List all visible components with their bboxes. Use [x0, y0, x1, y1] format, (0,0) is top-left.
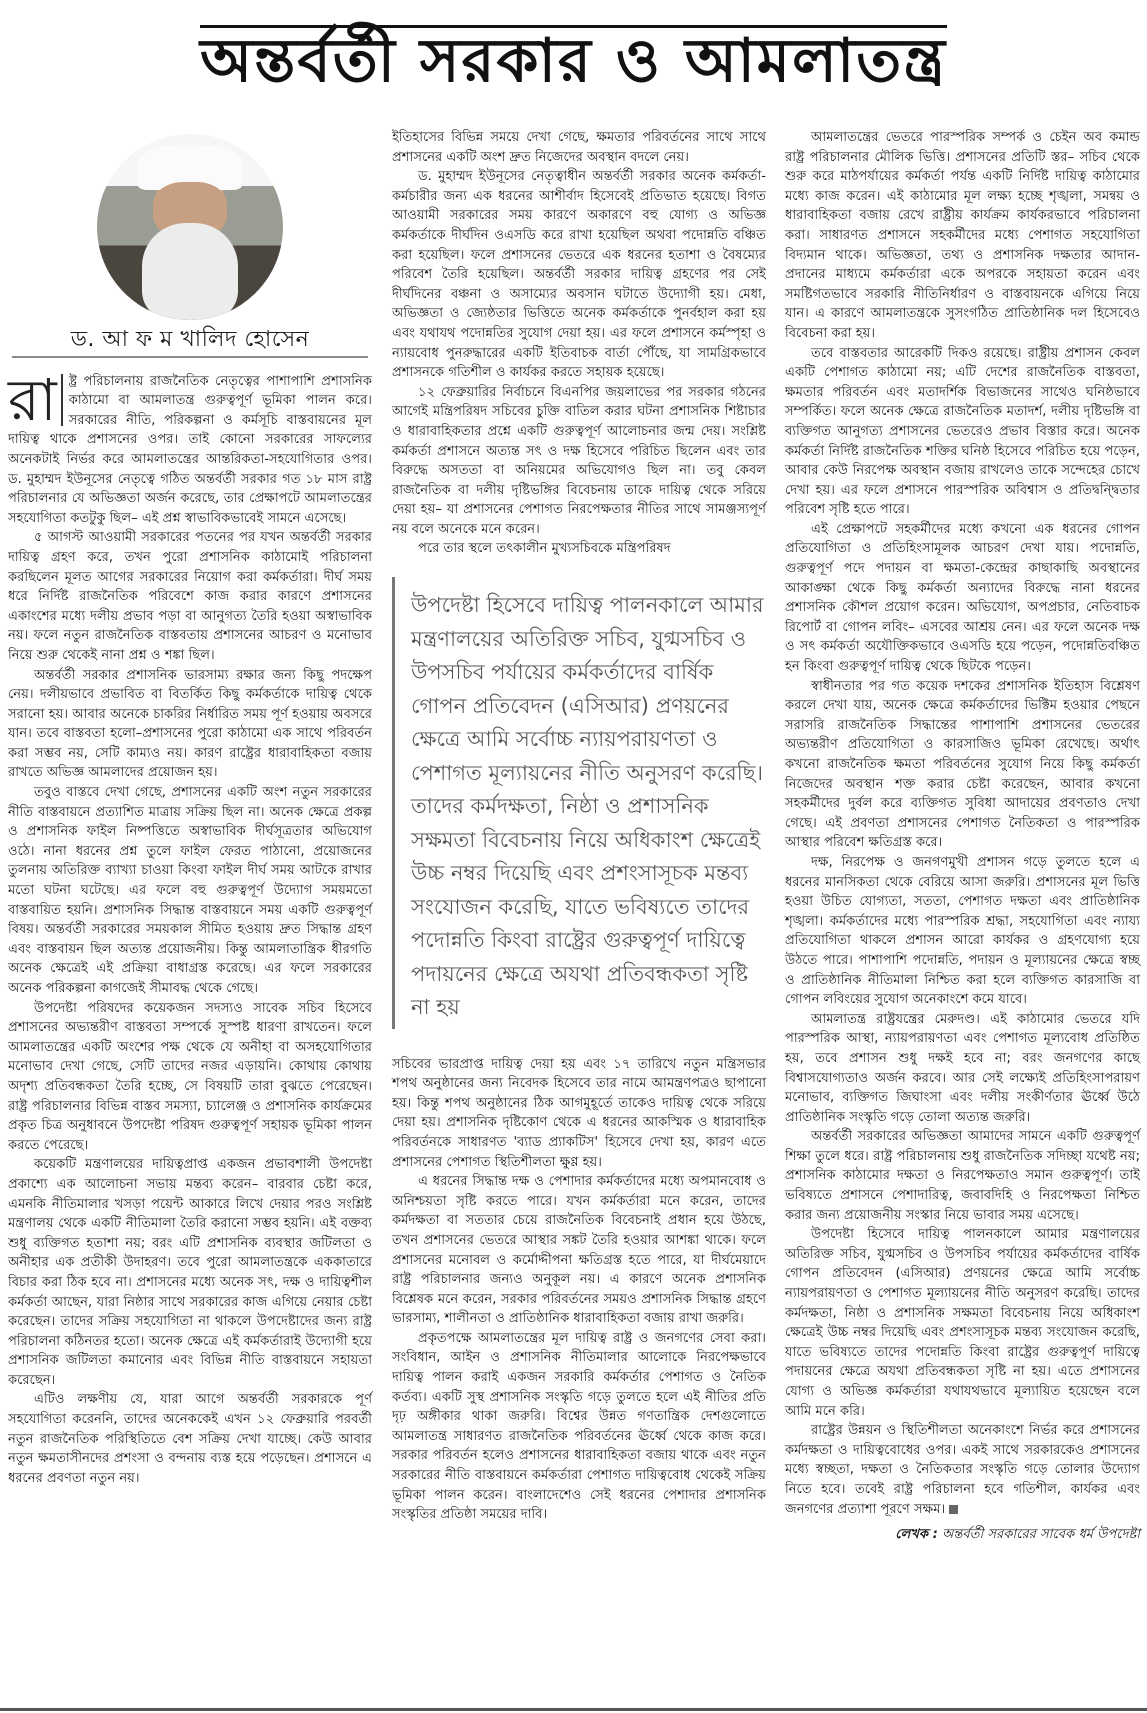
bottom-rule — [0, 1708, 1147, 1711]
paragraph: তবে বাস্তবতার আরেকটি দিকও রয়েছে। রাষ্ট্রীয় প্রশাসন কেবল একটি পেশাগত কাঠামো নয়; এটি দেশের রাজনৈতিক বাস্তবতা, ক্ষমতার পরিবর্তন এবং মতাদর্শিক বিভাজনের সাথেও ঘনিষ্ঠভাবে সম্পর্কিত। ফলে অনেক ক্ষেত্রে রাজনৈতিক মতাদর্শ, দলীয় দৃষ্টিভঙ্গি বা ব্যক্তিগত আনুগত্য প্রশাসনের ভেতরেও প্রভাব বিস্তার করে। অনেক কর্মকর্তা নির্দিষ্ট রাজনৈতিক শক্তির ঘনিষ্ঠ হিসেবে পরিচিত হয়ে পড়েন, আবার কেউ নিরপেক্ষ অবস্থান বজায় রাখলেও তাকে সন্দেহের চোখে দেখা হয়। এর ফলে প্রশাসনে পারস্পরিক অবিশ্বাস ও প্রতিদ্বন্দ্বিতার পরিবেশ সৃষ্টি হতে পারে। — [785, 345, 1140, 518]
paragraph: অন্তর্বর্তী সরকারের অভিজ্ঞতা আমাদের সামনে একটি গুরুত্বপূর্ণ শিক্ষা তুলে ধরে। রাষ্ট্র পরিচালনায় শুধু রাজনৈতিক সদিচ্ছা যথেষ্ট নয়; প্রশাসনিক কাঠামোর দক্ষতা ও নিরপেক্ষতাও সমান গুরুত্বপূর্ণ। তাই ভবিষ্যতে প্রশাসনে পেশাদারিত্ব, জবাবদিহি ও নিরপেক্ষতা নিশ্চিত করার জন্য প্রয়োজনীয় সংস্কার নিয়ে ভাবার সময় এসেছে। — [785, 1129, 1140, 1223]
paragraph: দক্ষ, নিরপেক্ষ ও জনগণমুখী প্রশাসন গড়ে তুলতে হলে এ ধরনের মানসিকতা থেকে বেরিয়ে আসা জরুরি। প্রশাসনের মূল ভিত্তি হওয়া উচিত যোগ্যতা, সততা, পেশাগত দক্ষতা এবং প্রাতিষ্ঠানিক শৃঙ্খলা। কর্মকর্তাদের মধ্যে পারস্পরিক শ্রদ্ধা, সহযোগিতা এবং ন্যায্য প্রতিযোগিতা থাকলে প্রশাসন আরো কার্যকর ও গ্রহণযোগ্য হয়ে উঠতে পারে। পাশাপাশি পদোন্নতি, পদায়ন ও মূল্যায়নের ক্ষেত্রে স্বচ্ছ ও প্রাতিষ্ঠানিক নীতিমালা নিশ্চিত করা হলে ব্যক্তিগত কারসাজি বা গোপন লবিংয়ের সুযোগ অনেকাংশে কমে যাবে। — [785, 854, 1140, 1008]
paragraph: ষ্ট্র পরিচালনায় রাজনৈতিক নেতৃত্বের পাশাপাশি প্রশাসনিক কাঠামো বা আমলাতন্ত্র গুরুত্বপূর্ণ ভূমিকা পালন করে। সরকারের নীতি, পরিকল্পনা ও কর্মসূচি বাস্তবায়নের মূল দায়িত্ব থাকে প্রশাসনের ওপর। তাই কোনো সরকারের সাফল্যের অনেকটাই নির্ভর করে আমলাতন্ত্রের আন্তরিকতা-সহযোগিতার ওপর। ড. মুহাম্মদ ইউনূসের নেতৃত্বে গঠিত অন্তর্বর্তী সরকার গত ১৮ মাস রাষ্ট্র পরিচালনার যে অভিজ্ঞতা অর্জন করেছে, তার প্রেক্ষাপটে আমলাতন্ত্রের সহযোগিতা কতটুকু ছিল– এই প্রশ্ন স্বাভাবিকভাবেই সামনে এসেছে। — [8, 373, 372, 526]
paragraph: ১২ ফেব্রুয়ারির নির্বাচনে বিএনপির জয়লাভের পর সরকার গঠনের আগেই মন্ত্রিপরিষদ সচিবের চুক্তি বাতিল করার ঘটনা প্রশাসনিক শিষ্টাচার ও ধারাবাহিকতার প্রশ্নে একটি গুরুত্বপূর্ণ আলোচনার জন্ম দেয়। সংশ্লিষ্ট কর্মকর্তা প্রশাসনে অত্যন্ত সৎ ও দক্ষ হিসেবে পরিচিত ছিলেন এবং তার বিরুদ্ধে অসততা বা অনিয়মের অভিযোগও ছিল না। তবু কেবল রাজনৈতিক বা দলীয় দৃষ্টিভঙ্গির বিবেচনায় তাকে দায়িত্ব থেকে সরিয়ে দেয়া হয়– যা প্রশাসনের পেশাগত নিরপেক্ষতার নীতির সাথে সামঞ্জস্যপূর্ণ নয় বলে অনেকে মনে করেন। — [392, 384, 766, 537]
byline-divider — [12, 356, 368, 358]
paragraph: তবুও বাস্তবে দেখা গেছে, প্রশাসনের একটি অংশ নতুন সরকারের নীতি বাস্তবায়নে প্রত্যাশিত মাত্রায় সক্রিয় ছিল না। অনেক ক্ষেত্রে প্রকল্প ও প্রশাসনিক ফাইল নিষ্পত্তিতে অস্বাভাবিক দীর্ঘসূত্রতার অভিযোগ ওঠে। নানা ধরনের প্রশ্ন তুলে ফাইল ফেরত পাঠানো, প্রয়োজনের তুলনায় অতিরিক্ত ব্যাখ্যা চাওয়া কিংবা ফাইল দীর্ঘ সময় আটকে রাখার মতো ঘটনা ঘটেছে। এর ফলে বহু গুরুত্বপূর্ণ উদ্যোগ সময়মতো বাস্তবায়িত হয়নি। প্রশাসনিক সিদ্ধান্ত বাস্তবায়নে সময় একটি গুরুত্বপূর্ণ বিষয়। অন্তর্বর্তী সরকারের সময়কাল সীমিত হওয়ায় দ্রুত সিদ্ধান্ত গ্রহণ এবং বাস্তবায়ন ছিল অত্যন্ত প্রয়োজনীয়। কিন্তু আমলাতান্ত্রিক ধীরগতি অনেক ক্ষেত্রেই এই প্রক্রিয়া বাধাগ্রস্ত করেছে। এর ফলে সরকারের অনেক পরিকল্পনা কাগজেই সীমাবদ্ধ থেকে গেছে। — [8, 785, 372, 996]
end-mark-icon — [949, 1505, 958, 1514]
author-note — [785, 1525, 1140, 1545]
pull-quote — [392, 577, 766, 1029]
paragraph: উপদেষ্টা হিসেবে দায়িত্ব পালনকালে আমার মন্ত্রণালয়ের অতিরিক্ত সচিব, যুগ্মসচিব ও উপসচিব পর্যায়ের কর্মকর্তাদের বার্ষিক গোপন প্রতিবেদন (এসিআর) প্রণয়নের ক্ষেত্রে আমি সর্বোচ্চ ন্যায়পরায়ণতা ও পেশাগত মূল্যায়নের নীতি অনুসরণ করেছি। তাদের কর্মদক্ষতা, নিষ্ঠা ও প্রশাসনিক সক্ষমতা বিবেচনায় নিয়ে অধিকাংশ ক্ষেত্রেই উচ্চ নম্বর দিয়েছি এবং প্রশংসাসূচক মন্তব্য সংযোজন করেছি, যাতে ভবিষ্যতে তাদের পদোন্নতি কিংবা রাষ্ট্রের গুরুত্বপূর্ণ দায়িত্বে পদায়নের ক্ষেত্রে অযথা প্রতিবন্ধকতা সৃষ্টি না হয়। এতে প্রশাসনের যোগ্য ও অভিজ্ঞ কর্মকর্তারা যথাযথভাবে মূল্যায়িত হয়েছেন বলে আমি মনে করি। — [785, 1227, 1140, 1419]
paragraph: সচিবের ভারপ্রাপ্ত দায়িত্ব দেয়া হয় এবং ১৭ তারিখে নতুন মন্ত্রিসভার শপথ অনুষ্ঠানের জন্য নিবেদক হিসেবে তার নামে আমন্ত্রণপত্রও ছাপানো হয়। কিন্তু শপথ অনুষ্ঠানের ঠিক আগমুহূর্তে তাকেও দায়িত্ব থেকে সরিয়ে দেয়া হয়। প্রশাসনিক দৃষ্টিকোণ থেকে এ ধরনের আকস্মিক ও ধারাবাহিক পরিবর্তনকে সাধারণত 'ব্যাড প্র্যাকটিস' হিসেবে দেখা হয়, কারণ এতে প্রশাসনের পেশাগত স্থিতিশীলতা ক্ষুণ্ণ হয়। — [392, 1056, 766, 1170]
paragraph: পরে তার স্থলে তৎকালীন মুখ্যসচিবকে মন্ত্রিপরিষদ — [418, 541, 671, 557]
paragraph: আমলাতন্ত্র রাষ্ট্রযন্ত্রের মেরুদণ্ড। এই কাঠামোর ভেতরে যদি পারস্পরিক আস্থা, ন্যায়পরায়ণতা এবং পেশাগত মূল্যবোধ প্রতিষ্ঠিত হয়, তবে প্রশাসন শুধু দক্ষই হবে না; বরং জনগণের কাছে বিশ্বাসযোগ্যতাও অর্জন করবে। আর সেই লক্ষ্যেই প্রতিহিংসাপরায়ণ মনোভাব, ব্যক্তিগত জিঘাংসা এবং দলীয় সংকীর্ণতার ঊর্ধ্বে উঠে প্রাতিষ্ঠানিক সংস্কৃতি গড়ে তোলা অত্যন্ত জরুরি। — [785, 1011, 1140, 1125]
paragraph: ৫ আগস্ট আওয়ামী সরকারের পতনের পর যখন অন্তর্বর্তী সরকার দায়িত্ব গ্রহণ করে, তখন পুরো প্রশাসনিক কাঠামোই পরিচালনা করছিলেন মূলত আগের সরকারের নিয়োগ করা কর্মকর্তারা। দীর্ঘ সময় ধরে নির্দিষ্ট রাজনৈতিক পরিবেশে কাজ করার কারণে প্রশাসনের একাংশের মধ্যে দলীয় প্রভাব পড়া বা আনুগত্য তৈরি হওয়া অস্বাভাবিক নয়। ফলে নতুন রাজনৈতিক বাস্তবতায় প্রশাসনের আচরণ ও মনোভাব নিয়ে শুরু থেকেই নানা প্রশ্ন ও শঙ্কা ছিল। — [8, 530, 372, 663]
closing-paragraph-text: রাষ্ট্রের উন্নয়ন ও স্থিতিশীলতা অনেকাংশে নির্ভর করে প্রশাসনের কর্মদক্ষতা ও দায়িত্ববোধের ওপর। একই সাথে সরকারকেও প্রশাসনের মধ্যে স্বচ্ছতা, দক্ষতা ও নৈতিকতার সংস্কৃতি গড়ে তোলার উদ্যোগ নিতে হবে। তবেই রাষ্ট্র পরিচালনা হবে গতিশীল, কার্যকর এবং জনগণের প্রত্যাশা পূরণে সক্ষম। — [785, 1423, 1140, 1517]
headline-banner — [0, 0, 1147, 118]
column-2 — [392, 128, 766, 1525]
paragraph: ড. মুহাম্মদ ইউনূসের নেতৃত্বাধীন অন্তর্বর্তী সরকার অনেক কর্মকর্তা-কর্মচারীর জন্য এক ধরনের আশীর্বাদ হিসেবেই প্রতিভাত হয়েছে। বিগত আওয়ামী সরকারের সময় কারণে অকারণে বহু যোগ্য ও অভিজ্ঞ কর্মকর্তাকে দীর্ঘদিন ওএসডি করে রাখা হয়েছিল অথবা পদোন্নতি বঞ্চিত করা হয়েছিল। ফলে প্রশাসনের ভেতরে এক ধরনের হতাশা ও বৈষম্যের পরিবেশ তৈরি হয়েছিল। অন্তর্বর্তী সরকার দায়িত্ব গ্রহণের পর সেই দীর্ঘদিনের বঞ্চনা ও অসাম্যের অবসান ঘটাতে উদ্যোগী হয়। মেধা, অভিজ্ঞতা ও জ্যেষ্ঠতার ভিত্তিতে অনেক কর্মকর্তাকে পুনর্বহাল করা হয় এবং যথাযথ পদোন্নতির সুযোগ দেয়া হয়। এর ফলে প্রশাসনে কর্মস্পৃহা ও ন্যায়বোধ পুনরুদ্ধারের একটি ইতিবাচক বার্তা পৌঁছে, যা সামগ্রিকভাবে প্রশাসনকে গতিশীল ও কার্যকর করতে সহায়ক হয়েছে। — [392, 169, 766, 381]
pull-quote-text: উপদেষ্টা হিসেবে দায়িত্ব পালনকালে আমার মন্ত্রণালয়ের অতিরিক্ত সচিব, যুগ্মসচিব ও উপসচিব পর্যায়ের কর্মকর্তাদের বার্ষিক গোপন প্রতিবেদন (এসিআর) প্রণয়নের ক্ষেত্রে আমি সর্বোচ্চ ন্যায়পরায়ণতা ও পেশাগত মূল্যায়নের নীতি অনুসরণ করেছি। তাদের কর্মদক্ষতা, নিষ্ঠা ও প্রশাসনিক সক্ষমতা বিবেচনায় নিয়ে অধিকাংশ ক্ষেত্রেই উচ্চ নম্বর দিয়েছি এবং প্রশংসাসূচক মন্তব্য সংযোজন করেছি, যাতে ভবিষ্যতে তাদের পদোন্নতি কিংবা রাষ্ট্রের গুরুত্বপূর্ণ দায়িত্বে পদায়নের ক্ষেত্রে অযথা প্রতিবন্ধকতা সৃষ্টি না হয় — [411, 593, 764, 1020]
paragraph: কয়েকটি মন্ত্রণালয়ের দায়িত্বপ্রাপ্ত একজন প্রভাবশালী উপদেষ্টা প্রকাশ্যে এক আলোচনা সভায় মন্তব্য করেন– বারবার চেষ্টা করে, এমনকি নীতিমালার খসড়া পয়েন্ট আকারে লিখে দেয়ার পরও সংশ্লিষ্ট মন্ত্রণালয় থেকে একটি নীতিমালা তৈরি করানো সম্ভব হয়নি। এই বক্তব্য শুধু ব্যক্তিগত হতাশা নয়; বরং এটি প্রশাসনিক ব্যবস্থার জটিলতা ও অনীহার এক প্রতীকী উদাহরণ। তবে পুরো আমলাতন্ত্রকে এককাতারে বিচার করা ঠিক হবে না। প্রশাসনের মধ্যে অনেক সৎ, দক্ষ ও দায়িত্বশীল কর্মকর্তা আছেন, যারা নিষ্ঠার সাথে সরকারের কাজ এগিয়ে নেয়ার চেষ্টা করেছেন। তাদের সক্রিয় সহযোগিতা না থাকলে উপদেষ্টাদের জন্য রাষ্ট্র পরিচালনা কঠিনতর হতো। অনেক ক্ষেত্রে এই কর্মকর্তারাই উদ্যোগী হয়ে প্রশাসনিক জটিলতা কমানোর এবং বিভিন্ন নীতি বাস্তবায়নে সহায়তা করেছেন। — [8, 1157, 372, 1388]
author-note-label: লেখক : — [895, 1527, 938, 1543]
author-beard — [142, 223, 239, 320]
paragraph: এটিও লক্ষণীয় যে, যারা আগে অন্তর্বর্তী সরকারকে পূর্ণ সহযোগিতা করেননি, তাদের অনেককেই এখন ১২ ফেব্রুয়ারি পরবর্তী নতুন রাজনৈতিক পরিস্থিতিতে বেশ সক্রিয় দেখা যাচ্ছে। কেউ আবার নতুন ক্ষমতাসীনদের প্রশংসা ও বন্দনায় ব্যস্ত হয়ে পড়েছেন। প্রশাসনে এ ধরনের প্রবণতা নতুন নয়। — [8, 1392, 372, 1486]
paragraph: এ ধরনের সিদ্ধান্ত দক্ষ ও পেশাদার কর্মকর্তাদের মধ্যে অপমানবোধ ও অনিশ্চয়তা সৃষ্টি করতে পারে। যখন কর্মকর্তারা মনে করেন, তাদের কর্মদক্ষতা বা সততার চেয়ে রাজনৈতিক বিবেচনাই প্রধান হয়ে উঠছে, তখন প্রশাসনের ভেতরে আস্থার সঙ্কট তৈরি হওয়ার আশঙ্কা থাকে। ফলে প্রশাসনের মনোবল ও কর্মোদ্দীপনা ক্ষতিগ্রস্ত হতে পারে, যা দীর্ঘমেয়াদে রাষ্ট্র পরিচালনার জন্যও অনুকূল নয়। এ কারণে অনেক প্রশাসনিক বিশ্লেষক মনে করেন, সরকার পরিবর্তনের সময়ও প্রশাসনিক সিদ্ধান্ত গ্রহণে ভারসাম্য, শালীনতা ও প্রাতিষ্ঠানিক ধারাবাহিকতা বজায় রাখা জরুরি। — [392, 1174, 766, 1327]
paragraph: প্রকৃতপক্ষে আমলাতন্ত্রের মূল দায়িত্ব রাষ্ট্র ও জনগণের সেবা করা। সংবিধান, আইন ও প্রশাসনিক নীতিমালার আলোকে নিরপেক্ষভাবে দায়িত্ব পালন করাই একজন সরকারি কর্মকর্তার পেশাগত ও নৈতিক কর্তব্য। একটি সুস্থ প্রশাসনিক সংস্কৃতি গড়ে তুলতে হলে এই নীতির প্রতি দৃঢ় অঙ্গীকার থাকা জরুরি। বিশ্বের উন্নত গণতান্ত্রিক দেশগুলোতে আমলাতন্ত্র সাধারণত রাজনৈতিক পরিবর্তনের ঊর্ধ্বে থেকে কাজ করে। সরকার পরিবর্তন হলেও প্রশাসনের ধারাবাহিকতা বজায় থাকে এবং নতুন সরকারের নীতি বাস্তবায়নে কর্মকর্তারা পেশাগত দায়িত্ববোধ থেকেই সক্রিয় ভূমিকা পালন করেন। বাংলাদেশেও সেই ধরনের পেশাদার প্রশাসনিক সংস্কৃতির প্রতিষ্ঠা সময়ের দাবি। — [392, 1330, 766, 1523]
author-note-text: অন্তর্বর্তী সরকারের সাবেক ধর্ম উপদেষ্টা — [942, 1527, 1140, 1543]
author-photo — [97, 134, 283, 320]
paragraph: অন্তর্বর্তী সরকার প্রশাসনিক ভারসাম্য রক্ষার জন্য কিছু পদক্ষেপ নেয়। দলীয়ভাবে প্রভাবিত বা বিতর্কিত কিছু কর্মকর্তাকে দায়িত্ব থেকে সরানো হয়। আবার অনেকে চাকরির নির্ধারিত সময় পূর্ণ হওয়ায় অবসরে যান। তবে বাস্তবতা হলো–প্রশাসনের পুরো কাঠামো এক সাথে পরিবর্তন করা সম্ভব নয়, সেটি কাম্যও নয়। কারণ রাষ্ট্রের ধারাবাহিকতা বজায় রাখতে অভিজ্ঞ আমলাদের প্রয়োজন হয়। — [8, 667, 372, 781]
paragraph: স্বাধীনতার পর গত কয়েক দশকের প্রশাসনিক ইতিহাস বিশ্লেষণ করলে দেখা যায়, অনেক ক্ষেত্রে কর্মকর্তাদের ভিক্টিম হওয়ার পেছনে সরাসরি রাজনৈতিক সিদ্ধান্তের পাশাপাশি প্রশাসনের ভেতরের অভ্যন্তরীণ প্রতিযোগিতা ও কারসাজিও ভূমিকা রেখেছে। অর্থাৎ কখনো রাজনৈতিক ক্ষমতা পরিবর্তনের সুযোগ নিয়ে কিছু কর্মকর্তা নিজেদের অবস্থান শক্ত করার চেষ্টা করেছেন, আবার কখনো সহকর্মীদের দুর্বল করে ব্যক্তিগত সুবিধা আদায়ের প্রবণতাও দেখা গেছে। এই প্রবণতা প্রশাসনের পেশাগত নৈতিকতা ও পারস্পরিক আস্থার পরিবেশ ক্ষতিগ্রস্ত করে। — [785, 678, 1140, 851]
column-1 — [8, 128, 372, 1488]
paragraph: আমলাতন্ত্রের ভেতরে পারস্পরিক সম্পর্ক ও চেইন অব কমান্ড রাষ্ট্র পরিচালনার মৌলিক ভিত্তি। প্রশাসনের প্রতিটি স্তর– সচিব থেকে শুরু করে মাঠপর্যায়ের কর্মকর্তা পর্যন্ত একটি নির্দিষ্ট দায়িত্ব কাঠামোর মধ্যে কাজ করেন। এই কাঠামোর মূল লক্ষ্য হচ্ছে শৃঙ্খলা, সমন্বয় ও ধারাবাহিকতা বজায় রেখে রাষ্ট্রীয় কার্যক্রম কার্যকরভাবে পরিচালনা করা। সাধারণত প্রশাসনে সহকর্মীদের মধ্যে পেশাগত সহযোগিতা বিদ্যমান থাকে। অভিজ্ঞতা, তথ্য ও প্রশাসনিক দক্ষতার আদান-প্রদানের মাধ্যমে কর্মকর্তারা একে অপরকে সহায়তা করেন এবং সমষ্টিগতভাবে সরকারি নীতিনির্ধারণ ও বাস্তবায়নকে এগিয়ে নিয়ে যান। এ কারণে আমলাতন্ত্রকে সুসংগঠিত প্রাতিষ্ঠানিক দল হিসেবেও বিবেচনা করা হয়। — [785, 130, 1140, 341]
paragraph: উপদেষ্টা পরিষদের কয়েকজন সদস্যও সাবেক সচিব হিসেবে প্রশাসনের অভ্যন্তরীণ বাস্তবতা সম্পর্কে সুস্পষ্ট ধারণা রাখতেন। ফলে আমলাতন্ত্রের একটি অংশের পক্ষ থেকে যে অনীহা বা অসহযোগিতার মনোভাব দেখা গেছে, সেটি তাদের নজর এড়ায়নি। কোথায় কোথায় অদৃশ্য প্রতিবন্ধকতা তৈরি হচ্ছে, সে বিষয়টি তারা বুঝতে পেরেছেন। রাষ্ট্র পরিচালনার বিভিন্ন বাস্তব সমস্যা, চ্যালেঞ্জ ও প্রশাসনিক কার্যক্রমের প্রকৃত চিত্র অনুধাবনে উপদেষ্টা পরিষদ গুরুত্বপূর্ণ সহায়ক ভূমিকা পালন করতে পেরেছে। — [8, 1000, 372, 1153]
article-headline: অন্তর্বর্তী সরকার ও আমলাতন্ত্র — [200, 26, 947, 96]
drop-cap: রা — [8, 374, 63, 426]
lead-paragraph — [8, 365, 372, 529]
paragraph: ইতিহাসের বিভিন্ন সময়ে দেখা গেছে, ক্ষমতার পরিবর্তনের সাথে সাথে প্রশাসনের একটি অংশ দ্রুত নিজেদের অবস্থান বদলে নেয়। — [392, 130, 766, 165]
column-3 — [785, 128, 1140, 1545]
author-byline: ড. আ ফ ম খালিদ হোসেন — [70, 327, 310, 352]
paragraph: এই প্রেক্ষাপটে সহকর্মীদের মধ্যে কখনো এক ধরনের গোপন প্রতিযোগিতা ও প্রতিহিংসামূলক আচরণ দেখা যায়। পদোন্নতি, গুরুত্বপূর্ণ পদে পদায়ন বা ক্ষমতা-কেন্দ্রের কাছাকাছি অবস্থানের আকাঙ্ক্ষা থেকে কিছু কর্মকর্তা অন্যাদের বিরুদ্ধে নানা ধরনের প্রশাসনিক কৌশল প্রয়োগ করেন। অভিযোগ, অপপ্রচার, নেতিবাচক রিপোর্ট বা গোপন লবিং– এসবের আশ্রয় নেন। এর ফলে অনেক দক্ষ ও সৎ কর্মকর্তা অযৌক্তিকভাবে ওএসডি হয়ে পড়েন, পদোন্নতিবঞ্চিত হন কিংবা গুরুত্বপূর্ণ দায়িত্ব থেকে ছিটকে পড়েন। — [785, 521, 1140, 675]
paragraph — [785, 1421, 1140, 1519]
